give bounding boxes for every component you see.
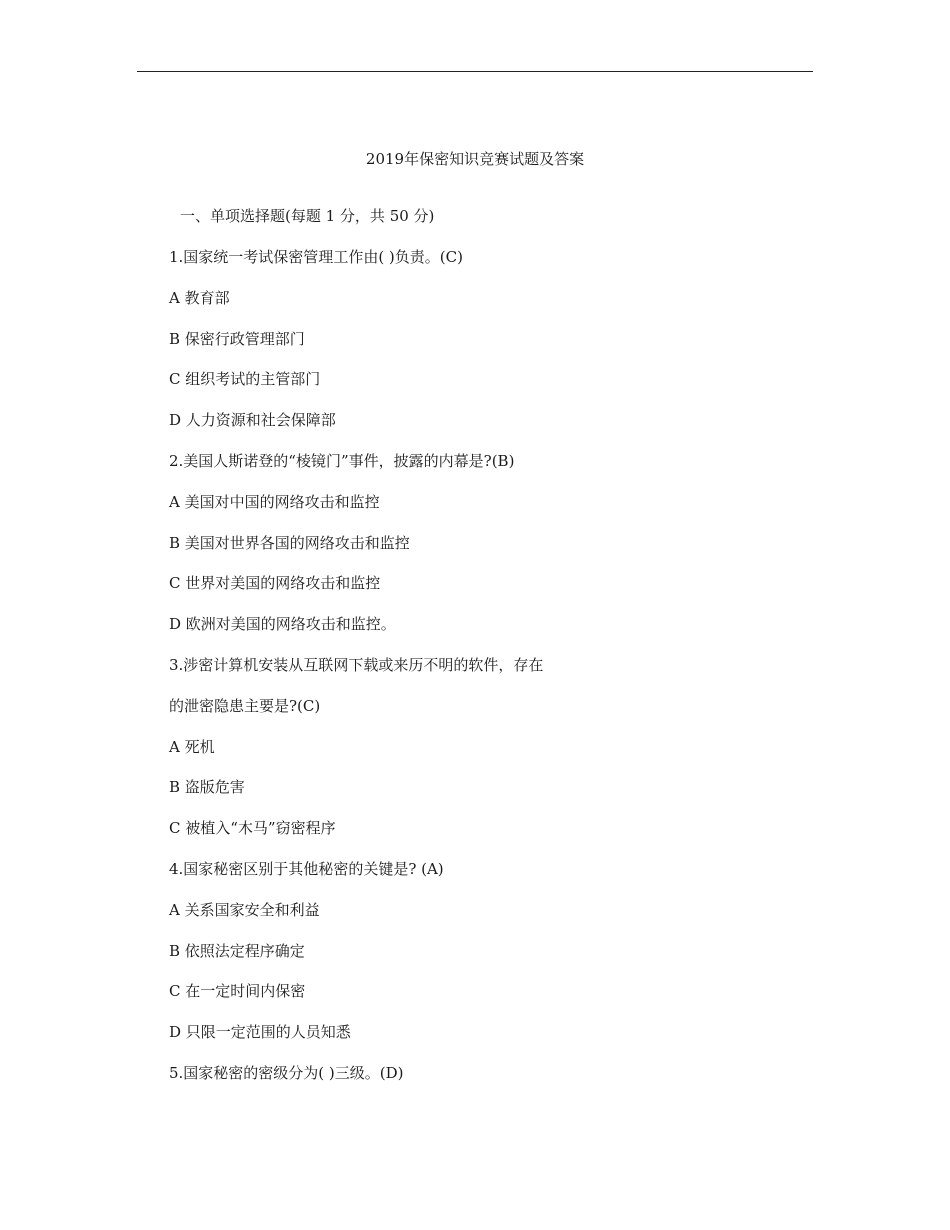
option-line: D 欧洲对美国的网络攻击和监控。 (169, 615, 396, 634)
option-line: C 组织考试的主管部门 (169, 370, 321, 389)
option-line: A 死机 (169, 737, 215, 756)
question-line: 3.涉密计算机安装从互联网下载或来历不明的软件，存在 (169, 655, 544, 674)
option-line: A 教育部 (169, 288, 230, 307)
option-line: C 世界对美国的网络攻击和监控 (169, 574, 381, 593)
question-line: 4.国家秘密区别于其他秘密的关键是? (A) (169, 859, 444, 878)
document-title: 2019年保密知识竞赛试题及答案 (365, 150, 585, 168)
option-line: B 保密行政管理部门 (169, 329, 305, 348)
header-rule (137, 71, 813, 72)
option-line: C 被植入“木马”窃密程序 (169, 819, 336, 838)
option-line: B 依照法定程序确定 (169, 941, 305, 960)
option-line: A 美国对中国的网络攻击和监控 (169, 492, 380, 511)
question-lines (169, 246, 789, 1103)
section-heading: 一、单项选择题(每题 1 分，共 50 分) (180, 207, 435, 225)
question-line-continued: 的泄密隐患主要是?(C) (169, 696, 321, 715)
option-line: B 盗版危害 (169, 778, 245, 797)
question-line: 2.美国人斯诺登的“棱镜门”事件，披露的内幕是?(B) (169, 451, 515, 470)
option-line: D 人力资源和社会保障部 (169, 411, 336, 430)
option-line: C 在一定时间内保密 (169, 982, 306, 1001)
question-line: 1.国家统一考试保密管理工作由( )负责。(C) (169, 248, 463, 266)
question-line: 5.国家秘密的密级分为( )三级。(D) (169, 1063, 404, 1082)
option-line: B 美国对世界各国的网络攻击和监控 (169, 533, 410, 552)
option-line: A 关系国家安全和利益 (169, 900, 320, 919)
option-line: D 只限一定范围的人员知悉 (169, 1023, 351, 1042)
